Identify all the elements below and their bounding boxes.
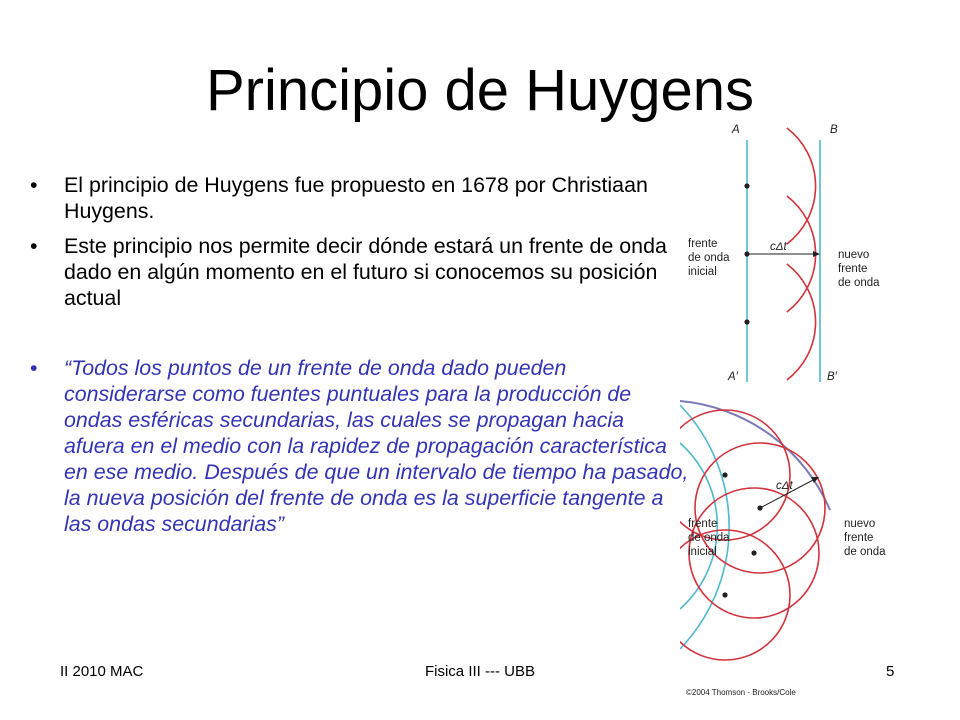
bullet-dot: • (30, 356, 38, 380)
bullet-dot: • (30, 234, 38, 258)
bullet-text: El principio de Huygens fue propuesto en 1678 por Christiaan Huygens. (64, 173, 648, 223)
point-source (722, 472, 727, 477)
point-source (722, 592, 727, 597)
label-cdt: cΔt (776, 480, 793, 492)
label-new-wavefront: nuevo frente de onda (844, 518, 886, 558)
page-number: 5 (886, 663, 895, 680)
footer-center: Fisica III --- UBB (424, 663, 535, 680)
plane-wavefront-figure (680, 120, 910, 385)
quote-text: “Todos los puntos de un frente de onda dado pueden considerarse como fuentes puntuales para la producción de ondas esféricas secundarias, las cuales se propagan hacia afuera en el medio con la rapidez de propagación característica en ese medio. Después de que un intervalo de tiempo ha pasado, la nueva posición del frente de onda es la superficie tangente a las ondas secundarias” (64, 356, 689, 536)
point-source (744, 183, 749, 188)
wavelet-arc (787, 264, 816, 380)
spherical-wavefront-figure (680, 395, 910, 703)
bullet-list (30, 172, 690, 546)
label-initial-wavefront: frente de onda inicial (688, 238, 730, 278)
label-initial-wavefront: frente de onda inicial (688, 518, 730, 558)
wavelet-arc (787, 128, 816, 244)
bullet-item (30, 233, 690, 311)
point-source (744, 319, 749, 324)
cdt-arrowhead (813, 251, 820, 257)
label-a-prime: A′ (728, 371, 738, 383)
label-a: A (732, 124, 740, 136)
bullet-item (30, 172, 690, 224)
label-new-wavefront: nuevo frente de onda (838, 249, 880, 289)
slide-title: Principio de Huygens (205, 58, 755, 123)
label-b-prime: B′ (827, 371, 837, 383)
quote-bullet-item (30, 355, 690, 537)
bullet-dot: • (30, 173, 38, 197)
point-source (751, 550, 756, 555)
bullet-text: Este principio nos permite decir dónde estará un frente de onda dado en algún momento en el futuro si conocemos su posición actual (64, 234, 667, 310)
label-b: B (830, 124, 838, 136)
footer-course: II 2010 MAC (60, 663, 144, 680)
copyright-note: ©2004 Thomson - Brooks/Cole (686, 688, 796, 697)
label-cdt: cΔt (770, 241, 787, 253)
